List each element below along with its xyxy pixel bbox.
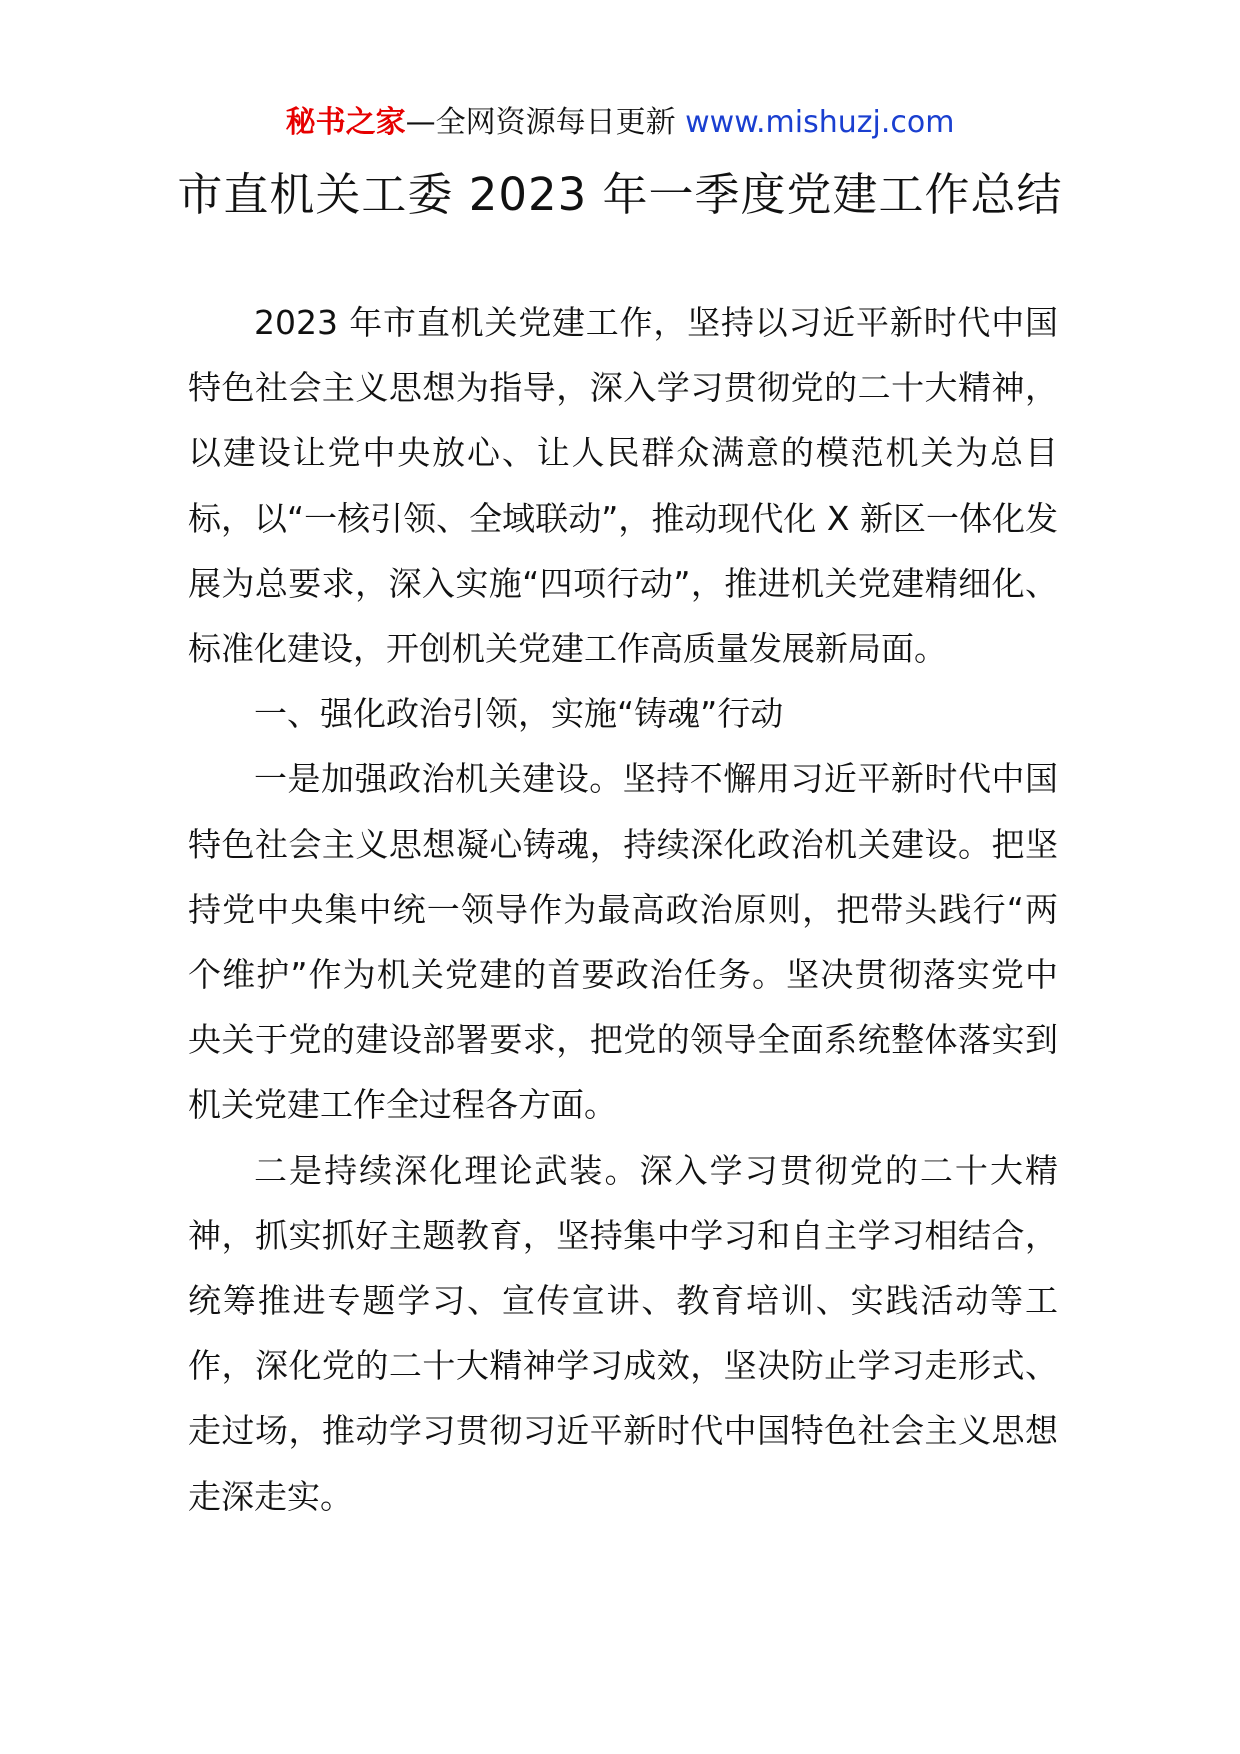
document-body [188, 290, 1058, 1529]
paragraph-theory-study: 二是持续深化理论武装。深入学习贯彻党的二十大精神，抓实抓好主题教育，坚持集中学习和自主学习相结合，统筹推进专题学习、宣传宣讲、教育培训、实践活动等工作，深化党的二十大精神学习成效，坚决防止学习走形式、走过场，推动学习贯彻习近平新时代中国特色社会主义思想走深走实。 [188, 1150, 1058, 1516]
banner-brand: 秘书之家 [285, 105, 406, 140]
banner-url: www.mishuzj.com [685, 105, 955, 140]
paragraph-political-building: 一是加强政治机关建设。坚持不懈用习近平新时代中国特色社会主义思想凝心铸魂，持续深化政治机关建设。把坚持党中央集中统一领导作为最高政治原则，把带头践行“两个维护”作为机关党建的首要政治任务。坚决贯彻落实党中央关于党的建设部署要求，把党的领导全面系统整体落实到机关党建工作全过程各方面。 [188, 759, 1058, 1125]
banner-tagline: —全网资源每日更新 [405, 105, 686, 140]
document-title: 市直机关工委 2023 年一季度党建工作总结 [177, 168, 1063, 221]
paragraph-intro: 2023 年市直机关党建工作，坚持以习近平新时代中国特色社会主义思想为指导，深入学习贯彻党的二十大精神，以建设让党中央放心、让人民群众满意的模范机关为总目标，以“一核引领、全域联动”，推动现代化 X 新区一体化发展为总要求，深入实施“四项行动”，推进机关党建精细化、标准化建设，开创机关党建工作高质量发展新局面。 [188, 303, 1058, 669]
site-banner [0, 98, 1240, 148]
section-heading: 一、强化政治引领，实施“铸魂”行动 [254, 694, 784, 734]
